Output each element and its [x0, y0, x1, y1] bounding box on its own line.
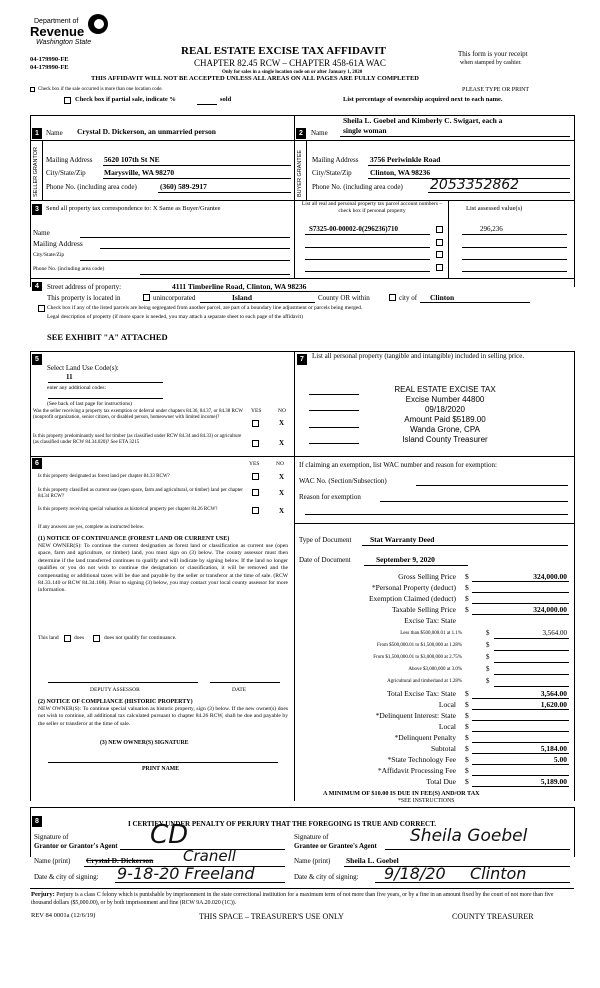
- dollar-sign: $: [465, 594, 469, 603]
- excise-tax-state-label: Excise Tax: State: [404, 616, 456, 625]
- sec3-name-field[interactable]: [80, 237, 290, 238]
- seller-phone-label: Phone No. (including area code): [46, 183, 137, 191]
- grantee-name-print-label: Name (print): [294, 857, 331, 865]
- dept-line1: Department of: [34, 18, 79, 25]
- sec6-q2-no-mark[interactable]: X: [279, 489, 285, 497]
- notice-compliance-body: NEW OWNER(S): To continue special valuation as historic property, sign (3) below. If the new owner(s) does not wish to continue, all additional tax calculated pursuant to chapter 84.26 RCW, shall be due and payable by the seller or transferor at the time of sale.: [38, 706, 288, 727]
- dollar-sign: $: [486, 629, 490, 637]
- tier-5-label: Agricultural and timberland at 1.28%: [387, 679, 462, 684]
- section-7-number: 7: [297, 354, 307, 365]
- legal-description-label: Legal description of property (if more space is needed, you may attach a separate sheet to each page of the affidavit): [47, 314, 303, 320]
- doc-id-1: 04-179990-FE: [30, 56, 69, 63]
- sec6-q3-yes-checkbox[interactable]: [252, 507, 259, 514]
- grantor-name-handwritten: Cranell: [183, 847, 236, 865]
- grantee-signature: Sheila Goebel: [410, 826, 528, 846]
- grantee-signature-field[interactable]: [385, 849, 570, 850]
- sec5-q1-yes-checkbox[interactable]: [252, 420, 259, 427]
- section-4-number: 4: [32, 282, 42, 291]
- grantee-date-city-label: Date & city of signing:: [294, 873, 359, 881]
- sec5-question-1: Was the seller receiving a property tax exemption or deferral under chapters 84.36, 84.37, or 84.38 RCW (nonprofit organization, senior citizen, or disabled person, homeowner with limited income)?: [33, 409, 243, 421]
- land-does-not-label: does not qualify for continuance.: [104, 635, 177, 641]
- sec5-q1-no-mark[interactable]: X: [279, 419, 285, 427]
- local-tax[interactable]: 1,620.00: [540, 700, 567, 709]
- personal-property-label: List all personal property (tangible and intangible) included in selling price.: [312, 352, 525, 360]
- assessed-header: List assessed value(s): [466, 205, 523, 212]
- date-of-document-label: Date of Document: [299, 556, 351, 564]
- delinquent-interest-state-field[interactable]: [472, 720, 569, 721]
- tier-4-label: Above $3,000,000 at 3.0%: [408, 667, 462, 672]
- date-of-document[interactable]: September 9, 2020: [376, 555, 435, 564]
- wac-field[interactable]: [416, 485, 568, 486]
- stamp-line-5: Wanda Grone, CPA: [410, 425, 480, 434]
- sec6-question-3: Is this property receiving special valuation as historical property per chapter 84.26 RCW?: [38, 507, 218, 512]
- notice-continuance-title: (1) NOTICE OF CONTINUANCE (FOREST LAND OR CURRENT USE): [38, 536, 230, 542]
- new-owner-signature-label: (3) NEW OWNER(S) SIGNATURE: [100, 740, 189, 746]
- delinquent-interest-local-field[interactable]: [472, 731, 569, 732]
- total-excise-state-label: Total Excise Tax: State: [386, 689, 456, 698]
- parcel-personal-checkbox-1[interactable]: [436, 226, 443, 233]
- treasurer-use-only: THIS SPACE – TREASURER'S USE ONLY: [199, 912, 344, 921]
- tier-2-field[interactable]: [494, 650, 569, 651]
- sec3-city-label: City/State/Zip: [33, 252, 65, 258]
- sec3-mail-label: Mailing Address: [33, 239, 83, 248]
- sec6-q3-no-mark[interactable]: X: [279, 507, 285, 515]
- type-of-document-label: Type of Document: [299, 536, 352, 544]
- grantor-date-city-label: Date & city of signing:: [34, 873, 99, 881]
- print-name-label: PRINT NAME: [142, 766, 180, 772]
- dollar-sign: $: [465, 722, 469, 731]
- grantor-name-print-label: Name (print): [34, 857, 71, 865]
- tier-4-field[interactable]: [494, 674, 569, 675]
- certify-statement: I CERTIFY UNDER PENALTY OF PERJURY THAT THE FOREGOING IS TRUE AND CORRECT.: [128, 820, 437, 828]
- total-due-label: Total Due: [426, 777, 456, 786]
- affidavit-fee-field[interactable]: [472, 775, 569, 776]
- perjury-notice: [31, 891, 571, 908]
- dollar-sign: $: [465, 689, 469, 698]
- gross-selling-price-label: Gross Selling Price: [398, 572, 456, 581]
- sec5-q2-no-mark[interactable]: X: [279, 439, 285, 447]
- section-1-number: 1: [32, 128, 42, 139]
- land-use-label: Select Land Use Code(s):: [47, 364, 119, 372]
- form-title: REAL ESTATE EXCISE TAX AFFIDAVIT: [181, 45, 386, 57]
- seller-city-label: City/State/Zip: [46, 169, 86, 177]
- sec3-city-field[interactable]: [80, 260, 290, 261]
- grantee-signature-label-1: Signature of: [294, 833, 329, 841]
- see-instructions-note: *SEE INSTRUCTIONS: [398, 798, 455, 804]
- grantee-signature-label-2: Grantee or Grantee's Agent: [294, 842, 377, 850]
- segregated-checkbox[interactable]: [38, 305, 45, 312]
- delinquent-penalty-field[interactable]: [472, 742, 569, 743]
- tier-5-field[interactable]: [494, 686, 569, 687]
- new-owner-signature-field[interactable]: [48, 762, 278, 763]
- land-use-code[interactable]: 11: [66, 373, 73, 381]
- only-for-note: Only for sales in a single location code on or after January 1, 2020: [222, 70, 363, 75]
- sec5-question-2: Is this property predominantly used for timber (as classified under RCW 84.34 and 84.33) or agriculture (as classified under RCW 84.34.020)? See ETA 3215: [33, 434, 242, 446]
- exemption-label: If claiming an exemption, list WAC number and reason for exemption:: [299, 461, 497, 469]
- revenue-logo: [30, 14, 120, 50]
- delinquent-interest-state-label: *Delinquent Interest: State: [375, 711, 456, 720]
- reason-field[interactable]: [380, 501, 568, 502]
- send-correspondence-label: Send all property tax correspondence to: X Same as Buyer/Grantee: [46, 205, 221, 212]
- sec6-yes-header: YES: [249, 461, 260, 467]
- receipt-note-1: This form is your receipt: [458, 50, 528, 58]
- buyer-side-label: BUYER GRANTEE: [297, 149, 303, 197]
- buyer-name-label: Name: [311, 129, 328, 137]
- parcel-personal-checkbox-2[interactable]: [436, 239, 443, 246]
- section-8-number: 8: [32, 816, 42, 827]
- tier-2-label: From $500,000.01 to $1,500,000 at 1.28%: [377, 643, 462, 648]
- dept-line3: Washington State: [36, 39, 92, 46]
- grantee-date[interactable]: 9/18/20: [384, 864, 446, 883]
- notice-continuance-body: NEW OWNER(S): To continue the current designation as forest land or classification as current use (open space, farm and agriculture, or timber) land, you must sign on (3) below. The county assessor must then determine if the land transferred continues to qualify and will indicate by signing below. If the land no longer qualifies or you do not wish to continue the designation or classification, it will be removed and the compensating or additional taxes will be due and payable by the seller or transferor at the time of sale. (RCW 84.33.140 or RCW 84.34.108). Prior to signing (3) below, you may contact your local county assessor for more information.: [38, 543, 288, 594]
- tier-3-label: From $1,500,000.01 to $3,000,000 at 2.75%: [373, 655, 462, 660]
- multi-location-label: Check box if the sale occurred is more than one location code.: [38, 87, 163, 92]
- buyer-name-line1[interactable]: Sheila L. Goebel and Kimberly C. Swigart, each a: [343, 116, 503, 125]
- perjury-label: Perjury:: [31, 891, 55, 898]
- treasurer-stamp: [355, 385, 535, 445]
- unincorporated-label: unincorporated: [153, 294, 196, 302]
- sec5-yes-header: YES: [251, 408, 262, 414]
- city-value[interactable]: Clinton: [430, 293, 455, 302]
- personal-property-deduct-label: *Personal Property (deduct): [371, 583, 456, 592]
- county-value[interactable]: Island: [232, 293, 253, 302]
- additional-codes-label: enter any additional codes:: [47, 385, 107, 391]
- section-2-number: 2: [296, 128, 306, 139]
- receipt-note-2: when stamped by cashier.: [460, 60, 522, 66]
- dollar-sign: $: [465, 744, 469, 753]
- wac-label: WAC No. (Section/Subsection): [299, 477, 387, 485]
- dollar-sign: $: [465, 605, 469, 614]
- total-excise-state[interactable]: 3,564.00: [540, 689, 567, 698]
- segregated-label: Check box if any of the listed parcels are being segregated from another parcel, are part of a boundary line adjustment or parcels being merged.: [47, 305, 363, 311]
- stamp-line-3: 09/18/2020: [424, 405, 466, 414]
- affidavit-fee-label: *Affidavit Processing Fee: [377, 766, 456, 775]
- dollar-sign: $: [465, 777, 469, 786]
- stamp-line-2: Excise Number 44800: [405, 395, 485, 404]
- parcel-number[interactable]: S7325-00-00002-0(296236)710: [309, 225, 399, 233]
- this-land-label: This land: [38, 635, 59, 641]
- dollar-sign: $: [465, 733, 469, 742]
- grantor-name-print[interactable]: Crystal D. Dickerson: [86, 856, 154, 865]
- sec6-question-1: Is this property designated as forest land per chapter 84.33 RCW?: [38, 474, 170, 479]
- local-tax-label: Local: [438, 700, 456, 709]
- seller-side-label: SELLER GRANTOR: [33, 146, 39, 197]
- multi-location-checkbox[interactable]: [30, 87, 35, 92]
- total-due[interactable]: 5,189.00: [540, 777, 567, 786]
- grantee-city[interactable]: Clinton: [470, 864, 527, 883]
- sec6-q1-no-mark[interactable]: X: [279, 473, 285, 481]
- stamp-line-4: Amount Paid $5189.00: [404, 415, 486, 424]
- sec6-q1-yes-checkbox[interactable]: [252, 473, 259, 480]
- delinquent-interest-local-label: Local: [438, 722, 456, 731]
- revision-number: REV 84 0001a (12/6/19): [31, 912, 96, 919]
- grantor-signature-label-2: Grantor or Grantor's Agent: [34, 842, 118, 850]
- located-in-label: This property is located in: [47, 294, 121, 302]
- partial-sale-checkbox[interactable]: [64, 97, 71, 104]
- parcel-personal-checkbox-4[interactable]: [436, 264, 443, 271]
- dollar-sign: $: [486, 641, 490, 649]
- tier-1-value[interactable]: 3,564.00: [542, 629, 567, 637]
- sec5-q2-yes-checkbox[interactable]: [252, 440, 259, 447]
- county-treasurer-label: COUNTY TREASURER: [452, 912, 534, 921]
- county-or-within-label: County OR within: [318, 294, 370, 302]
- land-does-checkbox[interactable]: [64, 635, 71, 642]
- percent-list-note: List percentage of ownership acquired next to each name.: [343, 96, 503, 103]
- section-3-number: 3: [32, 204, 42, 215]
- state-tech-fee[interactable]: 5.00: [553, 755, 567, 764]
- sec3-phone-field[interactable]: [140, 274, 290, 275]
- type-of-document[interactable]: Stat Warranty Deed: [370, 535, 435, 544]
- dept-line2: Revenue: [30, 24, 85, 39]
- taxable-selling-price-label: Taxable Selling Price: [391, 605, 456, 614]
- city-of-checkbox[interactable]: [389, 294, 396, 301]
- stamp-line-1: REAL ESTATE EXCISE TAX: [394, 385, 496, 394]
- form-chapter: CHAPTER 82.45 RCW – CHAPTER 458-61A WAC: [194, 58, 386, 68]
- parcel-personal-checkbox-3[interactable]: [436, 251, 443, 258]
- buyer-phone-label: Phone No. (including area code): [312, 183, 403, 191]
- dollar-sign: $: [486, 677, 490, 685]
- deputy-date-label: DATE: [232, 687, 247, 693]
- land-does-not-checkbox[interactable]: [93, 635, 100, 642]
- subtotal[interactable]: 5,184.00: [540, 744, 567, 753]
- dollar-sign: $: [465, 711, 469, 720]
- seller-mail-label: Mailing Address: [46, 156, 93, 164]
- grantee-name-print[interactable]: Sheila L. Goebel: [346, 856, 399, 865]
- unincorporated-checkbox[interactable]: [143, 294, 150, 301]
- sec6-question-2: Is this property classified as current use (open space, farm and agricultural, or timber) land per chapter 84.34 RCW?: [38, 488, 243, 500]
- tier-3-field[interactable]: [494, 662, 569, 663]
- grantor-date-city[interactable]: 9-18-20 Freeland: [117, 864, 255, 883]
- taxable-selling-price[interactable]: 324,000.00: [533, 605, 567, 614]
- dollar-sign: $: [465, 755, 469, 764]
- buyer-mail[interactable]: 3756 Periwinkle Road: [370, 155, 441, 164]
- state-tech-fee-label: *State Technology Fee: [387, 755, 456, 764]
- seller-name-label: Name: [46, 129, 63, 137]
- parcel-header: List all real and personal property tax parcel account numbers – check box if personal property: [301, 201, 443, 214]
- grantor-signature: CD: [150, 820, 189, 850]
- reason-label: Reason for exemption: [299, 493, 361, 501]
- buyer-mail-label: Mailing Address: [312, 156, 359, 164]
- buyer-phone[interactable]: 2053352862: [430, 177, 520, 193]
- deputy-assessor-label: DEPUTY ASSESSOR: [90, 687, 140, 693]
- minimum-fee-note: A MINIMUM OF $10.00 IS DUE IN FEE(S) AND/OR TAX: [323, 790, 480, 797]
- not-accepted-warning: THIS AFFIDAVIT WILL NOT BE ACCEPTED UNLESS ALL AREAS ON ALL PAGES ARE FULLY COMPLETED: [91, 75, 419, 82]
- dollar-sign: $: [465, 583, 469, 592]
- buyer-name-line2[interactable]: single woman: [343, 126, 387, 135]
- land-does-label: does: [74, 635, 85, 641]
- seller-name[interactable]: Crystal D. Dickerson, an unmarried person: [77, 127, 216, 136]
- notice-compliance-title: (2) NOTICE OF COMPLIANCE (HISTORIC PROPERTY): [38, 699, 193, 705]
- doc-id-2: 04-179990-FE: [30, 64, 69, 71]
- logo-mark-inner-icon: [94, 19, 104, 29]
- street-address[interactable]: 4111 Timberline Road, Clinton, WA 98236: [172, 282, 307, 291]
- sec3-phone-label: Phone No. (including area code): [33, 266, 105, 272]
- dollar-sign: $: [465, 700, 469, 709]
- sold-label: sold: [220, 96, 232, 103]
- exhibit-a-note: SEE EXHIBIT "A" ATTACHED: [47, 332, 168, 342]
- exemption-claimed-field[interactable]: [472, 603, 569, 604]
- dollar-sign: $: [465, 766, 469, 775]
- dollar-sign: $: [486, 665, 490, 673]
- sec5-no-header: NO: [278, 408, 286, 414]
- partial-sale-label: Check box if partial sale, indicate %: [75, 96, 176, 103]
- grantor-signature-label-1: Signature of: [34, 833, 69, 841]
- sec3-mail-field[interactable]: [100, 248, 290, 249]
- city-of-label: city of: [399, 294, 418, 302]
- seller-mail[interactable]: 5620 107th St NE: [104, 155, 160, 164]
- perjury-text: Perjury is a class C felony which is punishable by imprisonment in the state correctional institution for a maximum term of not more than five years, or by a fine in an amount fixed by the court of not more than five thousand dollars ($5,000.00), or by both imprisonment and fine (RCW 9A.20.020 (1C)).: [31, 892, 554, 906]
- personal-property-deduct-field[interactable]: [472, 592, 569, 593]
- sec6-no-header: NO: [276, 461, 284, 467]
- section-6-number: 6: [32, 458, 42, 469]
- seller-city[interactable]: Marysville, WA 98270: [104, 168, 175, 177]
- dollar-sign: $: [486, 653, 490, 661]
- buyer-city-label: City/State/Zip: [312, 169, 352, 177]
- exemption-claimed-label: Exemption Claimed (deduct): [368, 594, 456, 603]
- partial-sale-percent[interactable]: [197, 104, 217, 105]
- delinquent-penalty-label: *Delinquent Penalty: [394, 733, 456, 742]
- tier-1-label: Less than $500,000.01 at 1.1%: [400, 631, 462, 636]
- see-back-note: (See back of last page for instructions): [47, 401, 132, 407]
- gross-selling-price[interactable]: 324,000.00: [533, 572, 567, 581]
- seller-phone[interactable]: (360) 589-2917: [160, 182, 207, 191]
- section-5-number: 5: [32, 354, 42, 365]
- subtotal-label: Subtotal: [430, 744, 456, 753]
- sec3-name-label: Name: [33, 229, 50, 237]
- dollar-sign: $: [465, 572, 469, 581]
- if-any-yes-note: If any answers are yes, complete as instructed below.: [38, 525, 145, 530]
- sec6-q2-yes-checkbox[interactable]: [252, 489, 259, 496]
- stamp-line-6: Island County Treasurer: [402, 435, 488, 444]
- assessed-value[interactable]: 296,236: [480, 225, 503, 233]
- type-or-print: PLEASE TYPE OR PRINT: [462, 87, 530, 93]
- buyer-city[interactable]: Clinton, WA 98236: [370, 168, 431, 177]
- street-address-label: Street address of property:: [47, 283, 122, 291]
